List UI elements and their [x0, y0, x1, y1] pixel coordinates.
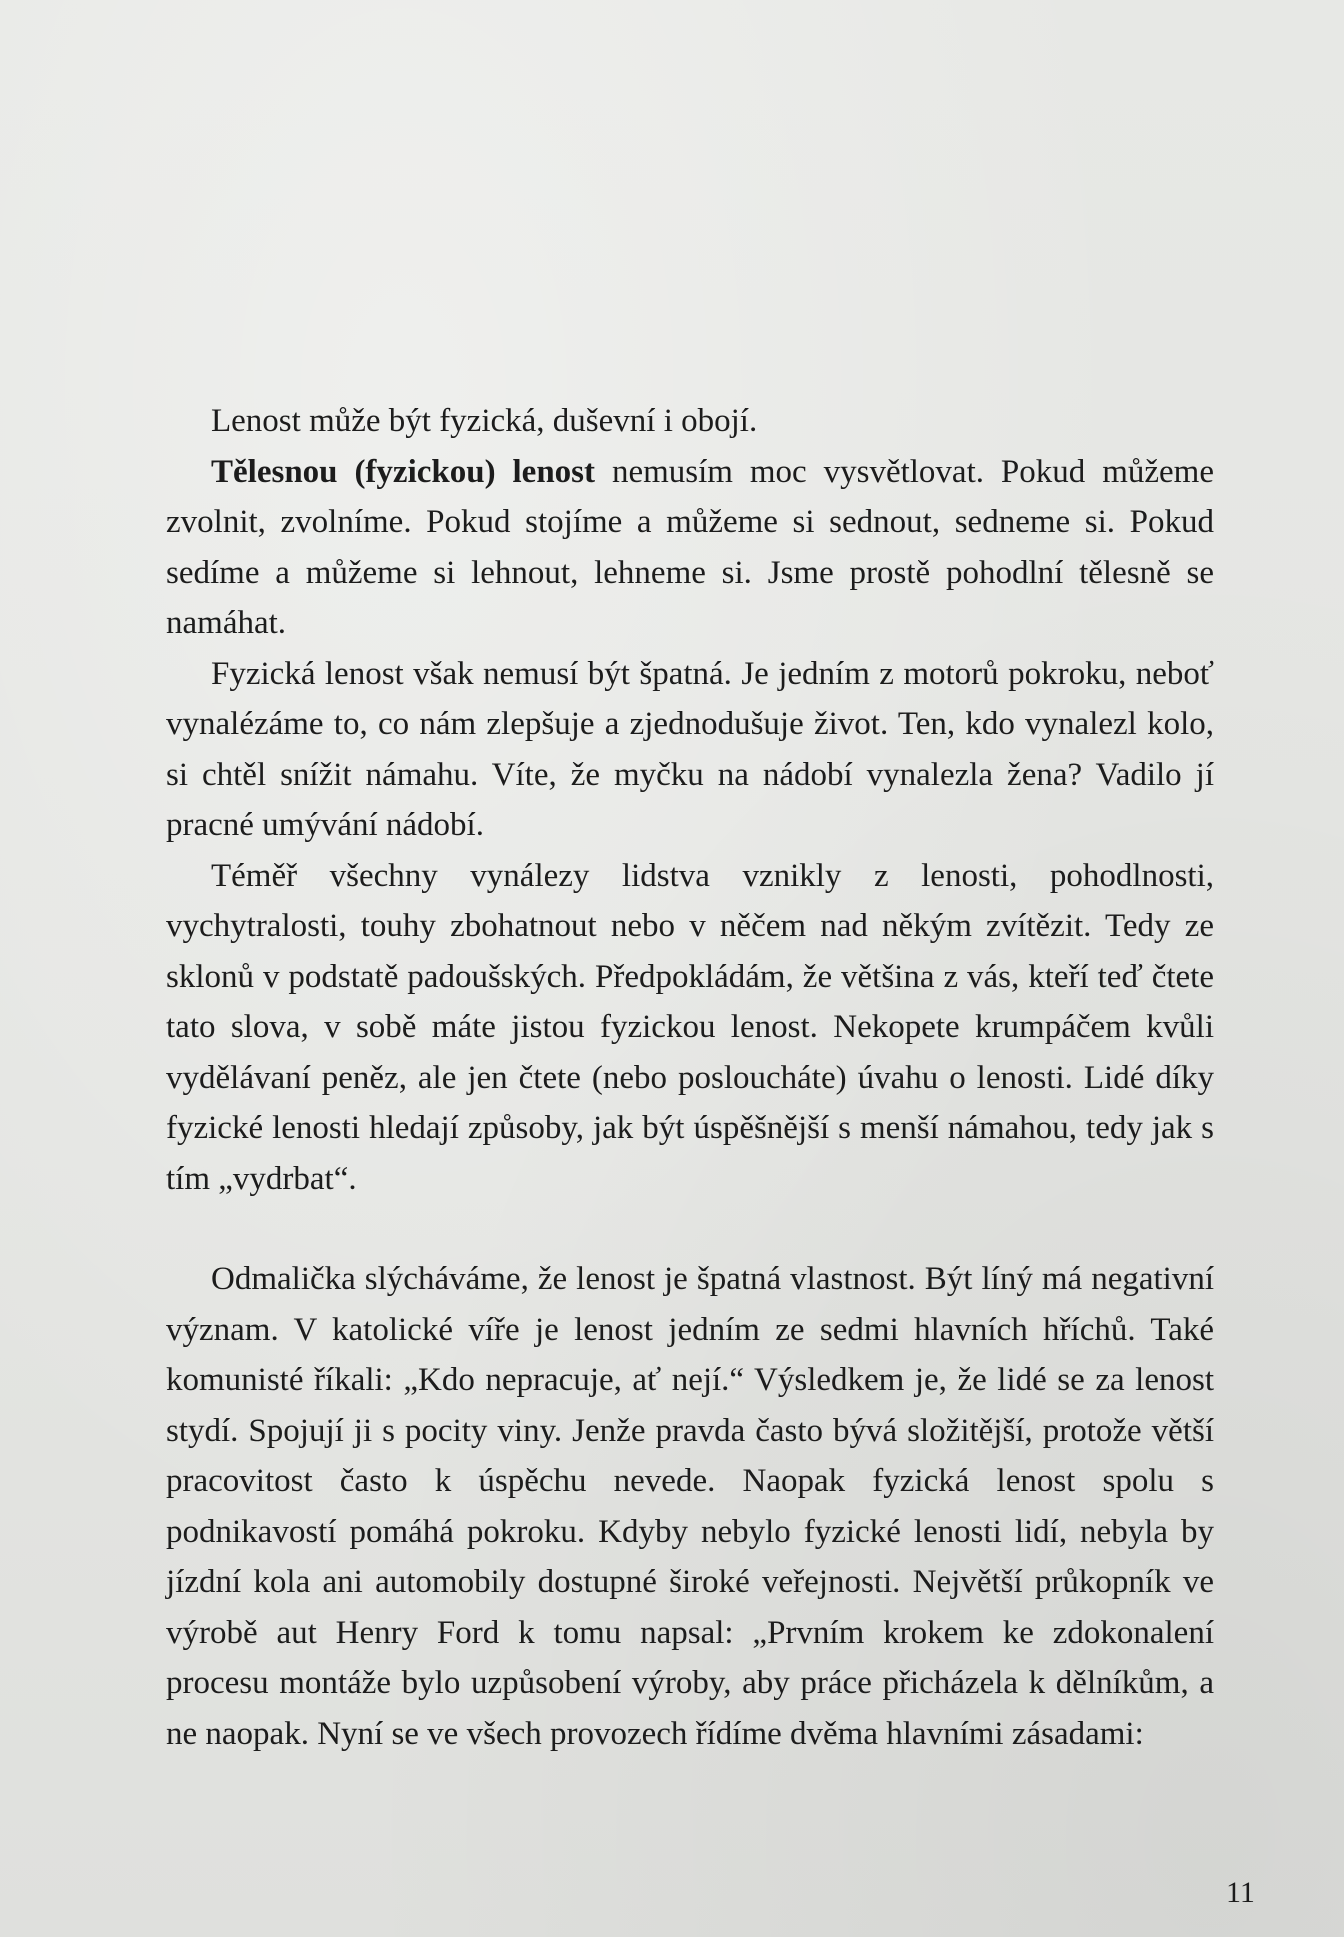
paragraph — [166, 649, 1214, 851]
text-run: Odmalička slýcháváme, že lenost je špatná vlastnost. Být líný má negativní význam. V katolické víře je lenost jedním ze sedmi hlavních hříchů. Také komunisté říkali: „Kdo nepracuje, ať nejí.“ Výsledkem je, že lidé se za lenost stydí. Spojují ji s pocity viny. Jenže pravda často bývá složitější, protože větší pracovitost často k úspěchu nevede. Naopak fyzická lenost spolu s podnikavostí pomáhá pokroku. Kdyby nebylo fyzické lenosti lidí, nebyla by jízdní kola ani automobily dostupné široké veřejnosti. Největší průkopník ve výrobě aut Henry Ford k tomu napsal: „Prvním krokem ke zdokonalení procesu montáže bylo uzpůsobení výroby, aby práce přicházela k dělníkům, a ne naopak. Nyní se ve všech provozech řídíme dvěma hlavními zásadami: — [166, 1261, 1214, 1752]
paragraph — [166, 1254, 1214, 1759]
text-section-2 — [166, 1254, 1214, 1759]
paragraph — [166, 396, 1214, 447]
text-section-1 — [166, 396, 1214, 1204]
text-run: Fyzická lenost však nemusí být špatná. Je jedním z motorů pokroku, neboť vynalézáme to, co nám zlepšuje a zjednodušuje život. Ten, kdo vynalezl kolo, si chtěl snížit námahu. Víte, že myčku na nádobí vynalezla žena? Vadilo jí pracné umývání nádobí. — [166, 655, 1214, 843]
page-number: 11 — [1226, 1876, 1255, 1909]
paragraph — [166, 447, 1214, 649]
text-run: nemusím moc vysvětlovat. Pokud můžeme zvolnit, zvolníme. Pokud stojíme a můžeme si sednout, sedneme si. Pokud sedíme a můžeme si lehnout, lehneme si. Jsme prostě pohodlní tělesně se namáhat. — [166, 453, 1214, 641]
text-run: Téměř všechny vynálezy lidstva vznikly z lenosti, pohodlnosti, vychytralosti, touhy zbohatnout nebo v něčem nad někým zvítězit. Tedy ze sklonů v podstatě padoušských. Předpokládám, že většina z vás, kteří teď čtete tato slova, v sobě máte jistou fyzickou lenost. Nekopete krumpáčem kvůli vydělávaní peněz, ale jen čtete (nebo posloucháte) úvahu o lenosti. Lidé díky fyzické lenosti hledají způsoby, jak být úspěšnější s menší námahou, tedy jak s tím „vydrbat“. — [166, 857, 1214, 1197]
body-text — [166, 396, 1214, 1759]
text-run: Lenost může být fyzická, duševní i obojí. — [211, 403, 758, 439]
bold-term: Tělesnou (fyzickou) lenost — [211, 453, 596, 490]
paragraph — [166, 851, 1214, 1205]
